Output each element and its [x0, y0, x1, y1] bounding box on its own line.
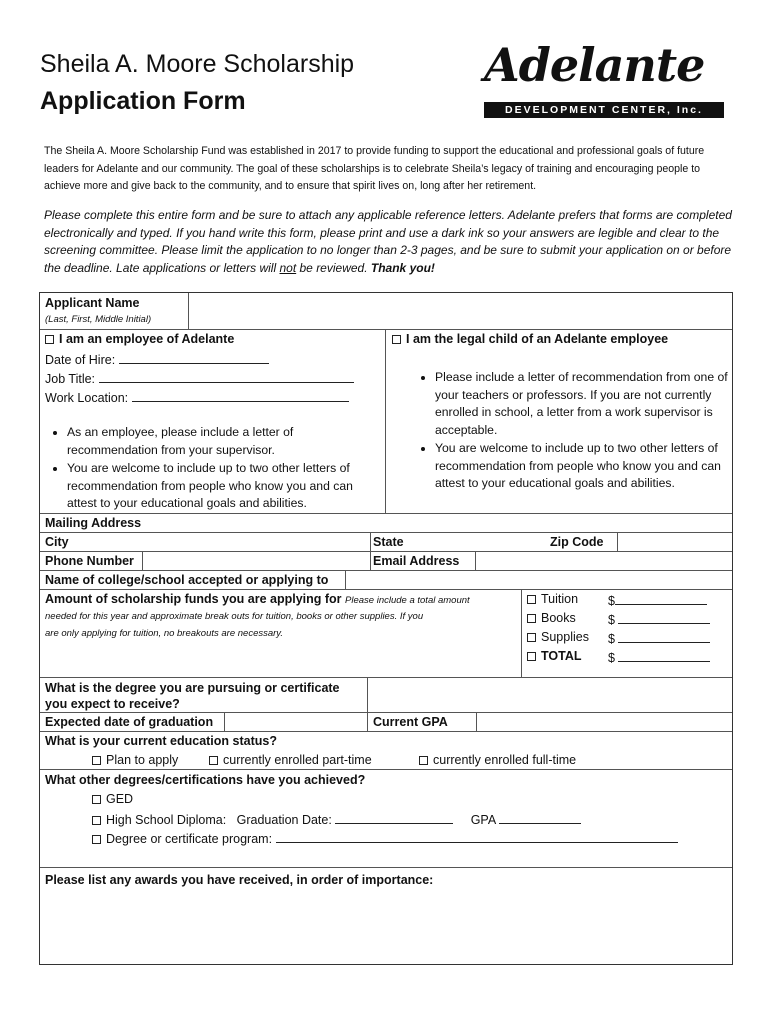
logo-wordmark: Adelante — [484, 38, 705, 92]
ged-checkbox[interactable] — [92, 795, 101, 804]
tuition-currency: $ — [608, 594, 615, 608]
books-label: Books — [541, 611, 576, 625]
degree-question-line-1: What is the degree you are pursuing or certificate — [45, 681, 340, 695]
child-option[interactable] — [392, 332, 668, 346]
supplies-checkbox[interactable] — [527, 633, 536, 642]
hs-gpa-label: GPA — [470, 813, 496, 827]
amount-hint-b: needed for this year and approximate break outs for tuition, books or other supplies. If you — [45, 611, 424, 622]
instructions-text-2: be reviewed. — [296, 260, 371, 275]
status-part-time[interactable] — [209, 753, 372, 767]
application-form — [39, 292, 733, 965]
high-school-label: High School Diploma: — [106, 813, 227, 827]
child-checkbox[interactable] — [392, 335, 401, 344]
total-option[interactable] — [527, 649, 582, 663]
city-label: City — [45, 535, 69, 549]
job-title-label: Job Title: — [45, 372, 96, 386]
employee-bullet-1: • As an employee, please include a letter of recommendation from your supervisor. — [67, 424, 382, 459]
tuition-option[interactable] — [527, 592, 578, 606]
graduation-date-label: Expected date of graduation — [45, 715, 214, 729]
degree-program-option — [92, 830, 678, 846]
current-gpa-label: Current GPA — [373, 715, 448, 729]
tuition-amount-field[interactable] — [615, 592, 707, 605]
work-location-row — [45, 389, 349, 405]
instructions-not: not — [279, 260, 297, 275]
books-amount-field[interactable] — [618, 611, 710, 624]
hs-graduation-date-field[interactable] — [335, 811, 453, 824]
tuition-checkbox[interactable] — [527, 595, 536, 604]
child-bullet-2: • You are welcome to include up to two other letters of recommendation from people who know you and can attest to your educational goals and abilities. — [435, 440, 730, 493]
plan-to-apply-checkbox[interactable] — [92, 756, 101, 765]
date-of-hire-label: Date of Hire: — [45, 353, 116, 367]
title-line-1: Sheila A. Moore Scholarship — [40, 50, 355, 78]
other-degrees-question: What other degrees/certifications have you achieved? — [45, 773, 366, 787]
books-option[interactable] — [527, 611, 576, 625]
total-currency: $ — [608, 651, 615, 665]
status-question: What is your current education status? — [45, 734, 277, 748]
supplies-amount-field[interactable] — [618, 630, 710, 643]
employee-option[interactable] — [45, 332, 234, 346]
instructions-text-1: Please complete this entire form and be sure to attach any applicable reference letters. Adelante prefers that forms are completed electronically and typed. If you hand write this form, please print and use a dark ink so your answers are legible and clear to the screening committee. Please limit the application to no longer than 2-3 pages, and be sure to submit your application on or before the deadline. Late applications or letters will — [44, 208, 732, 275]
child-label: I am the legal child of an Adelante employee — [406, 332, 669, 346]
awards-label: Please list any awards you have received, in order of importance: — [45, 873, 434, 887]
amount-label: Amount of scholarship funds you are applying for — [45, 592, 342, 606]
full-time-label: currently enrolled full-time — [433, 753, 577, 767]
degree-program-field[interactable] — [276, 830, 678, 843]
ged-label: GED — [106, 792, 134, 806]
degree-program-checkbox[interactable] — [92, 835, 101, 844]
total-amount-field[interactable] — [618, 649, 710, 662]
employee-checkbox[interactable] — [45, 335, 54, 344]
ged-option[interactable] — [92, 792, 133, 806]
applicant-name-field[interactable] — [190, 295, 730, 327]
supplies-currency: $ — [608, 632, 615, 646]
plan-to-apply-label: Plan to apply — [106, 753, 179, 767]
part-time-checkbox[interactable] — [209, 756, 218, 765]
part-time-label: currently enrolled part-time — [223, 753, 372, 767]
tuition-label: Tuition — [541, 592, 579, 606]
college-label: Name of college/school accepted or applying to — [45, 573, 329, 587]
total-checkbox[interactable] — [527, 652, 536, 661]
amount-hint-a: Please include a total amount — [345, 595, 470, 606]
child-bullets — [413, 369, 730, 494]
total-label: TOTAL — [541, 649, 582, 663]
supplies-amount — [608, 630, 710, 646]
zip-code-label: Zip Code — [550, 535, 604, 549]
date-of-hire-field[interactable] — [119, 351, 269, 364]
full-time-checkbox[interactable] — [419, 756, 428, 765]
job-title-row — [45, 370, 354, 386]
supplies-option[interactable] — [527, 630, 589, 644]
books-currency: $ — [608, 613, 615, 627]
work-location-label: Work Location: — [45, 391, 129, 405]
applicant-name-label: Applicant Name — [45, 296, 140, 310]
instructions-paragraph — [44, 207, 734, 277]
awards-field[interactable] — [42, 891, 730, 963]
page-title: Application Form — [40, 87, 246, 115]
high-school-option — [92, 811, 581, 827]
books-checkbox[interactable] — [527, 614, 536, 623]
status-full-time[interactable] — [419, 753, 576, 767]
high-school-checkbox[interactable] — [92, 816, 101, 825]
phone-number-label: Phone Number — [45, 554, 134, 568]
employee-bullet-2: • You are welcome to include up to two other letters of recommendation from people who know you and can attest to your educational goals and abilities. — [67, 460, 382, 513]
child-bullet-1: • Please include a letter of recommendation from one of your teachers or professors. If you are not currently enrolled in school, a letter from a work supervisor is acceptable. — [435, 369, 730, 439]
intro-paragraph: The Sheila A. Moore Scholarship Fund was established in 2017 to provide funding to support the educational and professional goals of future leaders for Adelante and our community. The goal of these scholarships is to celebrate Sheila’s legacy of training and encouraging people to achieve more and give back to the community, and to ensure that spirit lives on, long after her retirement. — [44, 145, 705, 192]
adelante-logo — [478, 38, 728, 120]
state-label: State — [373, 535, 404, 549]
applicant-name-hint: (Last, First, Middle Initial) — [45, 314, 152, 325]
hs-graduation-date-label: Graduation Date: — [236, 813, 332, 827]
logo-tagline: DEVELOPMENT CENTER, Inc. — [484, 102, 724, 118]
status-plan-to-apply[interactable] — [92, 753, 178, 767]
amount-hint-c: are only applying for tuition, no breakouts are necessary. — [45, 628, 283, 639]
employee-bullets — [45, 424, 382, 514]
email-address-label: Email Address — [373, 554, 460, 568]
job-title-field[interactable] — [99, 370, 354, 383]
employee-label: I am an employee of Adelante — [59, 332, 235, 346]
degree-question-line-2: you expect to receive? — [45, 697, 180, 711]
amount-row — [45, 592, 470, 606]
hs-gpa-field[interactable] — [499, 811, 581, 824]
work-location-field[interactable] — [132, 389, 349, 402]
total-amount — [608, 649, 710, 665]
books-amount — [608, 611, 710, 627]
supplies-label: Supplies — [541, 630, 589, 644]
degree-program-label: Degree or certificate program: — [106, 832, 273, 846]
tuition-amount — [608, 592, 707, 608]
instructions-thanks: Thank you! — [370, 260, 435, 275]
mailing-address-label: Mailing Address — [45, 516, 142, 530]
date-of-hire-row — [45, 351, 269, 367]
